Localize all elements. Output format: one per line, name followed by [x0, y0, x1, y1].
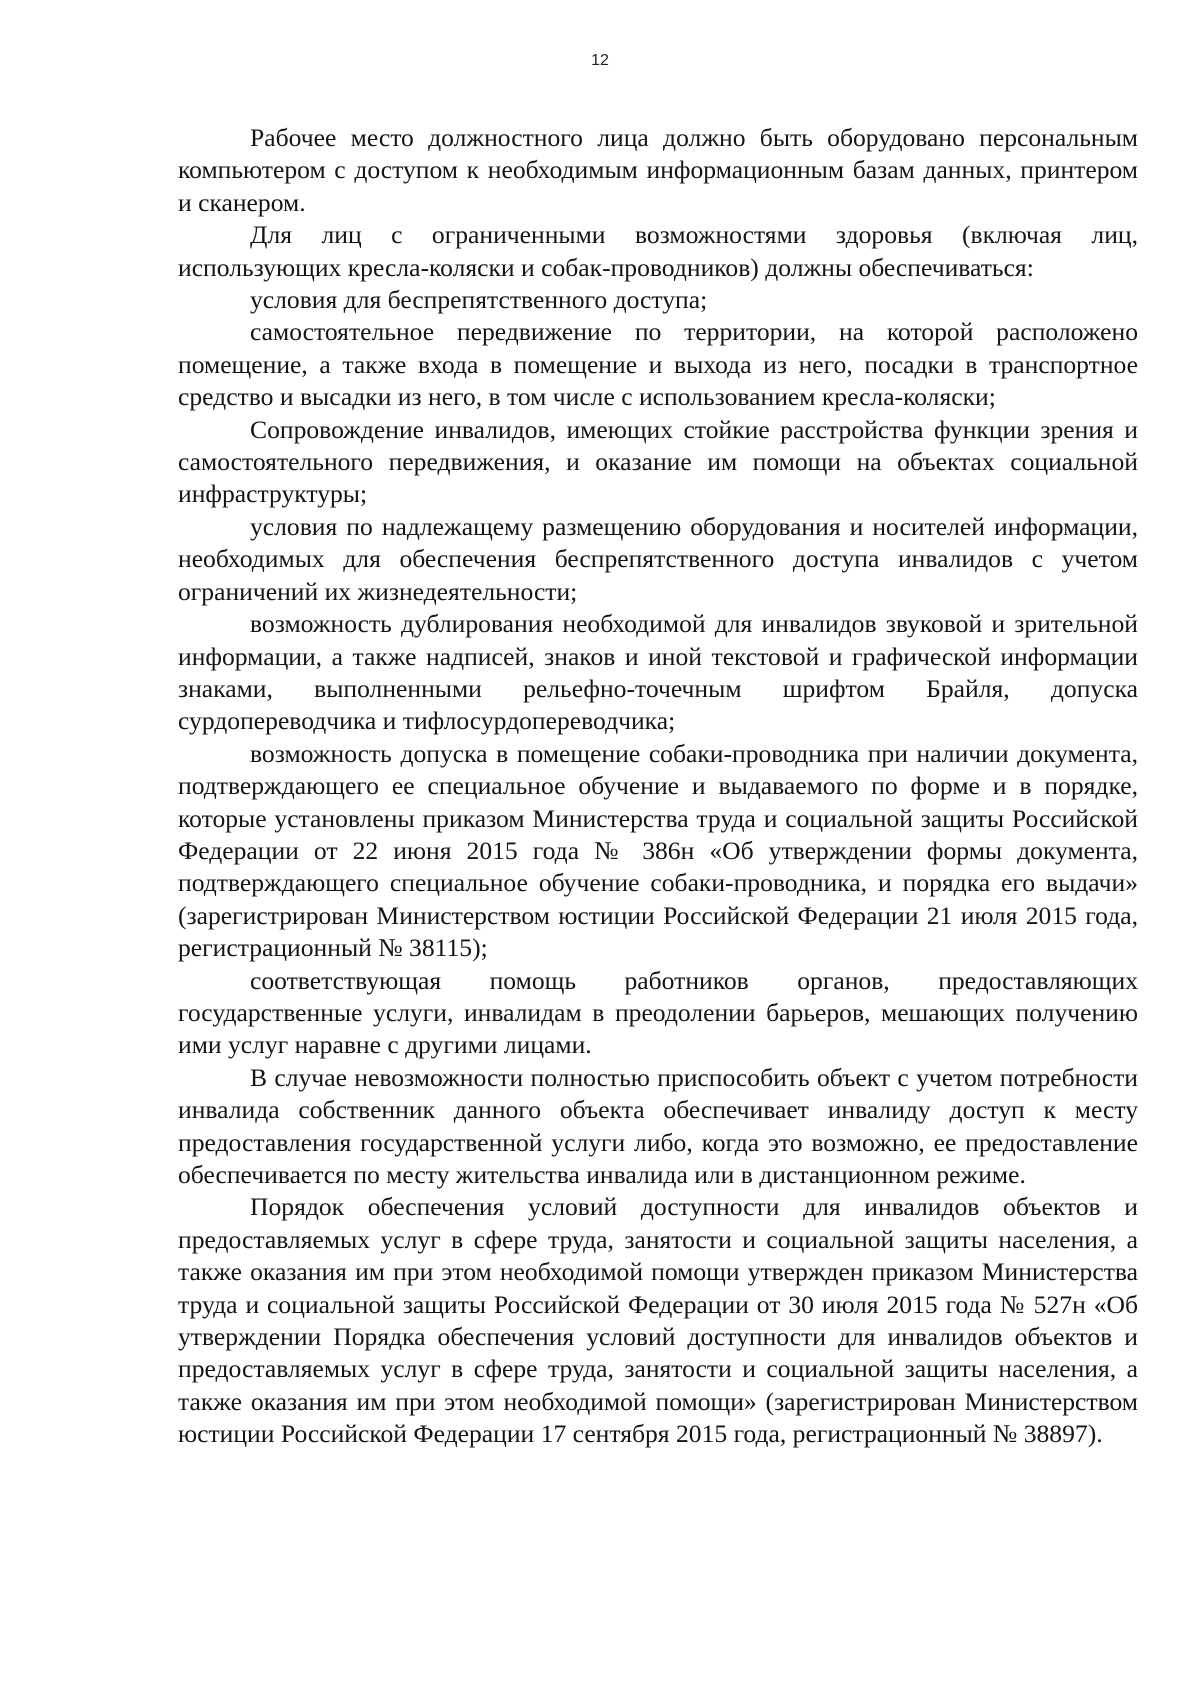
paragraph-guide-dog-admission: возможность допуска в помещение собаки-проводника при наличии документа, подтверждающего ее специальное обучение и выдаваемого по форме и в порядке, которые установлены приказом Министерства труда и социальной защиты Российской Федерации от 22 июня 2015 года № 386н «Об утверждении формы документа, подтверждающего специальное обучение собаки-проводника, и порядка его выдачи» (зарегистрирован Министерством юстиции Российской Федерации 21 июля 2015 года, регистрационный № 38115);: [178, 738, 1138, 963]
paragraph-impossibility-adaptation: В случае невозможности полностью приспособить объект с учетом потребности инвалида собственник данного объекта обеспечивает инвалиду доступ к месту предоставления государственной услуги либо, когда это возможно, ее предоставление обеспечивается по месту жительства инвалида или в дистанционном режиме.: [178, 1062, 1138, 1189]
paragraph-independent-movement: самостоятельное передвижение по территории, на которой расположено помещение, а также входа в помещение и выхода из него, посадки в транспортное средство и высадки из него, в том числе с использованием кресла-коляски;: [178, 317, 1138, 412]
page-number: 12: [591, 52, 609, 69]
paragraph-accompaniment: Сопровождение инвалидов, имеющих стойкие расстройства функции зрения и самостоятельного передвижения, и оказание им помощи на объектах социальной инфраструктуры;: [178, 414, 1138, 509]
paragraph-workplace-equipment: Рабочее место должностного лица должно быть оборудовано персональным компьютером с доступом к необходимым информационным базам данных, принтером и сканером.: [178, 123, 1138, 217]
paragraph-staff-assistance: соответствующая помощь работников органов, предоставляющих государственные услуги, инвалидам в преодолении барьеров, мешающих получению ими услуг наравне с другими лицами.: [178, 965, 1138, 1060]
document-body: [178, 122, 1138, 1451]
paragraph-unobstructed-access: условия для беспрепятственного доступа;: [250, 285, 708, 315]
paragraph-equipment-placement: условия по надлежащему размещению оборудования и носителей информации, необходимых для обеспечения беспрепятственного доступа инвалидов с учетом ограничений их жизнедеятельности;: [178, 511, 1138, 606]
paragraph-disabled-persons-intro: Для лиц с ограниченными возможностями здоровья (включая лиц, использующих кресла-коляски и собак-проводников) должны обеспечиваться:: [178, 220, 1138, 282]
paragraph-duplication-information: возможность дублирования необходимой для инвалидов звуковой и зрительной информации, а также надписей, знаков и иной текстовой и графической информации знаками, выполненными рельефно-точечным шрифтом Брайля, допуска сурдопереводчика и тифлосурдопереводчика;: [178, 609, 1138, 736]
paragraph-accessibility-procedure: Порядок обеспечения условий доступности для инвалидов объектов и предоставляемых услуг в сфере труда, занятости и социальной защиты населения, а также оказания им при этом необходимой помощи утвержден приказом Министерства труда и социальной защиты Российской Федерации от 30 июля 2015 года № 527н «Об утверждении Порядка обеспечения условий доступности для инвалидов объектов и предоставляемых услуг в сфере труда, занятости и социальной защиты населения, а также оказания им при этом необходимой помощи» (зарегистрирован Министерством юстиции Российской Федерации 17 сентября 2015 года, регистрационный № 38897).: [178, 1192, 1138, 1449]
